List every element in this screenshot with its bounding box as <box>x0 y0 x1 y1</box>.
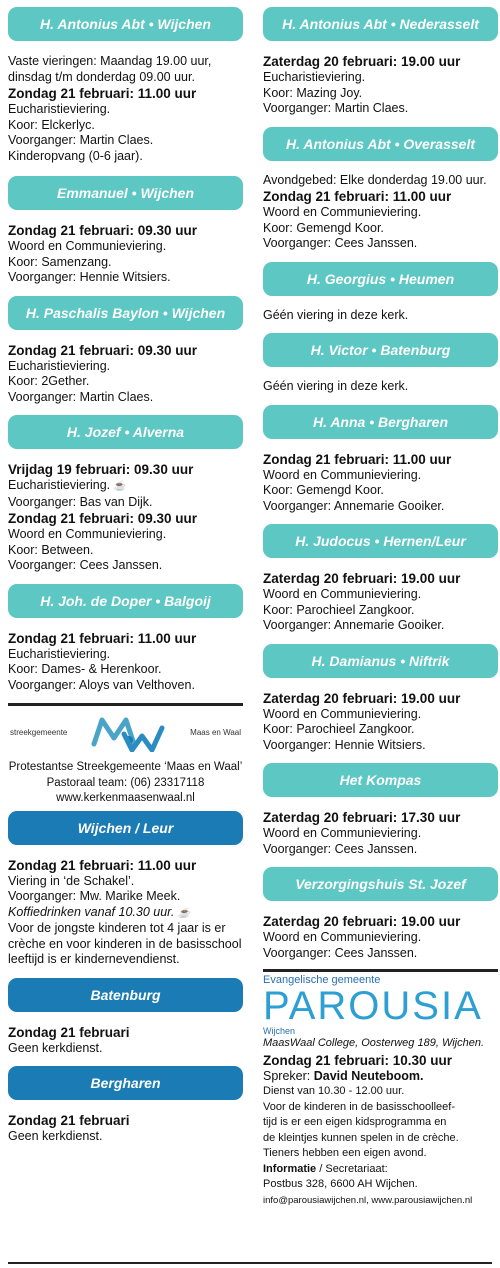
service-date: Zondag 21 februari: 11.00 uur <box>263 451 452 467</box>
text-line: Voorganger: Cees Janssen. <box>8 558 163 572</box>
parousia-location: MaasWaal College, Oosterweg 189, Wijchen. <box>263 1037 485 1049</box>
text-line: Dienst van 10.30 - 12.00 uur. <box>263 1085 405 1097</box>
text-line: Koor: Gemengd Koor. <box>263 483 384 497</box>
header-nederasselt: H. Antonius Abt • Nederasselt <box>263 7 498 41</box>
header-verzorgingshuis: Verzorgingshuis St. Jozef <box>263 867 498 901</box>
service-date: Zaterdag 20 februari: 17.30 uur <box>263 810 461 825</box>
coffee-cup-icon: ☕ <box>113 481 127 492</box>
contact-line[interactable]: info@parousiawijchen.nl, www.parousiawijchen.nl <box>263 1194 473 1206</box>
bottom-divider <box>8 1262 492 1264</box>
parousia-logo <box>263 986 498 1026</box>
text-line: de kleintjes kunnen spelen in de crèche. <box>263 1131 459 1144</box>
text-line: Viering in ‘de Schakel’. <box>8 873 135 888</box>
text-line: Kinderopvang (0-6 jaar). <box>8 148 143 163</box>
text-line: Koor: Parochieel Zangkoor. <box>263 602 415 617</box>
text-line: Voorganger: Martin Claes. <box>8 389 154 404</box>
text-line: Géén viering in deze kerk. <box>263 379 409 393</box>
text-line: leeftijd is er kindernevendienst. <box>8 952 180 966</box>
service-date: Zaterdag 20 februari: 19.00 uur <box>263 54 461 69</box>
info-line: Informatie / Secretariaat: <box>263 1162 388 1175</box>
text-line: Woord en Communieviering. <box>8 527 167 541</box>
text-line: Koor: Elckerlyc. <box>8 117 95 132</box>
text-line: Woord en Communieviering. <box>8 239 167 253</box>
right-column <box>263 0 498 1208</box>
text-line: Koffiedrinken vanaf 10.30 uur. ☕ <box>8 904 191 919</box>
header-doper: H. Joh. de Doper • Balgoij <box>8 584 243 618</box>
header-victor: H. Victor • Batenburg <box>263 333 498 367</box>
header-damianus: H. Damianus • Niftrik <box>263 644 498 678</box>
logo-text-right: Maas en Waal <box>190 727 241 737</box>
text-line: Koor: Gemengd Koor. <box>263 220 384 235</box>
text-line: Koor: Between. <box>8 542 94 557</box>
text-line: Avondgebed: Elke donderdag 19.00 uur. <box>263 172 487 187</box>
text-line: Woord en Communieviering. <box>263 587 422 601</box>
text-line: Woord en Communieviering. <box>263 706 422 721</box>
service-date: Zondag 21 februari <box>8 1024 130 1040</box>
pkn-url[interactable]: www.kerkenmaasenwaal.nl <box>56 792 195 804</box>
service-date: Zondag 21 februari: 09.30 uur <box>8 342 198 358</box>
text-line: Woord en Communieviering. <box>263 930 422 944</box>
text-line: tijd is er een eigen kidsprogramma en <box>263 1116 447 1128</box>
header-paschalis: H. Paschalis Baylon • Wijchen <box>8 296 243 330</box>
text-line: Voorganger: Mw. Marike Meek. <box>8 889 181 903</box>
header-antonius-wijchen: H. Antonius Abt • Wijchen <box>8 7 243 41</box>
text-line: Voorganger: Cees Janssen. <box>263 945 418 960</box>
text-line: Voorganger: Hennie Witsiers. <box>263 737 426 752</box>
text-line: Eucharistieviering. <box>8 358 111 373</box>
text-line: Eucharistieviering. ☕ <box>8 478 127 492</box>
address-line: Postbus 328, 6600 AH Wijchen. <box>263 1178 418 1190</box>
service-date: Zondag 21 februari: 09.30 uur <box>8 511 198 526</box>
text-line: Eucharistieviering. <box>8 646 111 661</box>
text-line: Eucharistieviering. <box>8 102 111 116</box>
parousia-place: Wijchen <box>263 1026 296 1036</box>
header-emmanuel: Emmanuel • Wijchen <box>8 176 243 210</box>
pkn-name: Protestantse Streekgemeente ‘Maas en Waal’ <box>8 761 243 773</box>
service-date: Zondag 21 februari: 11.00 uur <box>8 86 197 101</box>
header-jozef: H. Jozef • Alverna <box>8 415 243 449</box>
pkn-logo <box>8 712 243 752</box>
text-line: dinsdag t/m donderdag 09.00 uur. <box>8 69 195 84</box>
mw-logo-icon <box>84 712 174 752</box>
text-line: Voorganger: Bas van Dijk. <box>8 494 153 509</box>
header-judocus: H. Judocus • Hernen/Leur <box>263 524 498 558</box>
text-line: Voorganger: Hennie Witsiers. <box>8 270 171 284</box>
header-wijchen-leur: Wijchen / Leur <box>8 811 243 845</box>
text-line: Voorganger: Aloys van Velthoven. <box>8 677 195 692</box>
coffee-cup-icon: ☕ <box>177 907 191 919</box>
service-date: Vrijdag 19 februari: 09.30 uur <box>8 462 194 477</box>
text-line: Géén viering in deze kerk. <box>263 307 409 322</box>
header-georgius: H. Georgius • Heumen <box>263 262 498 296</box>
text-line: Tieners hebben een eigen avond. <box>263 1147 427 1159</box>
service-date: Zondag 21 februari: 09.30 uur <box>8 223 198 238</box>
speaker-line: Spreker: David Neuteboom. <box>263 1068 424 1083</box>
text-line: Voorganger: Cees Janssen. <box>263 236 418 250</box>
service-date: Zondag 21 februari: 11.00 uur <box>8 857 197 873</box>
text-line: Geen kerkdienst. <box>8 1129 103 1143</box>
text-line: Voor de jongste kinderen tot 4 jaar is er <box>8 921 226 935</box>
text-line: Koor: Mazing Joy. <box>263 85 363 100</box>
text-line: Vaste vieringen: Maandag 19.00 uur, <box>8 54 212 68</box>
text-line: Voorganger: Annemarie Gooiker. <box>263 498 445 513</box>
text-line: Woord en Communieviering. <box>263 467 422 482</box>
text-line: Eucharistieviering. <box>263 70 366 84</box>
text-line: Woord en Communieviering. <box>263 205 422 219</box>
text-line: crèche en voor kinderen in de basisschool <box>8 936 242 951</box>
header-kompas: Het Kompas <box>263 763 498 797</box>
service-date: Zaterdag 20 februari: 19.00 uur <box>263 914 461 929</box>
text-line: Voor de kinderen in de basisschoolleef- <box>263 1100 456 1113</box>
service-date: Zondag 21 februari <box>8 1113 130 1128</box>
left-column <box>8 0 243 1145</box>
text-line: Koor: Parochieel Zangkoor. <box>263 722 415 736</box>
parousia-subtitle: Evangelische gemeente <box>263 974 381 986</box>
text-line: Koor: Samenzang. <box>8 254 112 269</box>
text-line: Koor: 2Gether. <box>8 374 90 388</box>
service-date: Zondag 21 februari: 11.00 uur <box>8 630 197 646</box>
text-line: Koor: Dames- & Herenkoor. <box>8 662 162 676</box>
header-anna: H. Anna • Bergharen <box>263 405 498 439</box>
service-date: Zondag 21 februari: 10.30 uur <box>263 1052 453 1068</box>
pkn-team: Pastoraal team: (06) 23317118 <box>46 776 205 789</box>
text-line: Voorganger: Annemarie Gooiker. <box>263 618 445 632</box>
logo-text-left: streekgemeente <box>10 727 68 737</box>
service-date: Zaterdag 20 februari: 19.00 uur <box>263 690 461 706</box>
text-line: Woord en Communieviering. <box>263 826 422 840</box>
text-line: Geen kerkdienst. <box>8 1040 103 1055</box>
text-line: Voorganger: Martin Claes. <box>8 133 154 147</box>
text-line: Voorganger: Martin Claes. <box>263 101 409 115</box>
service-date: Zaterdag 20 februari: 19.00 uur <box>263 571 461 586</box>
service-date: Zondag 21 februari: 11.00 uur <box>263 189 452 204</box>
header-bergharen: Bergharen <box>8 1066 243 1100</box>
parousia-logo-text: PAROUSIA <box>263 984 483 1028</box>
text-line: Voorganger: Cees Janssen. <box>263 841 418 856</box>
header-overasselt: H. Antonius Abt • Overasselt <box>263 127 498 161</box>
header-batenburg: Batenburg <box>8 978 243 1012</box>
